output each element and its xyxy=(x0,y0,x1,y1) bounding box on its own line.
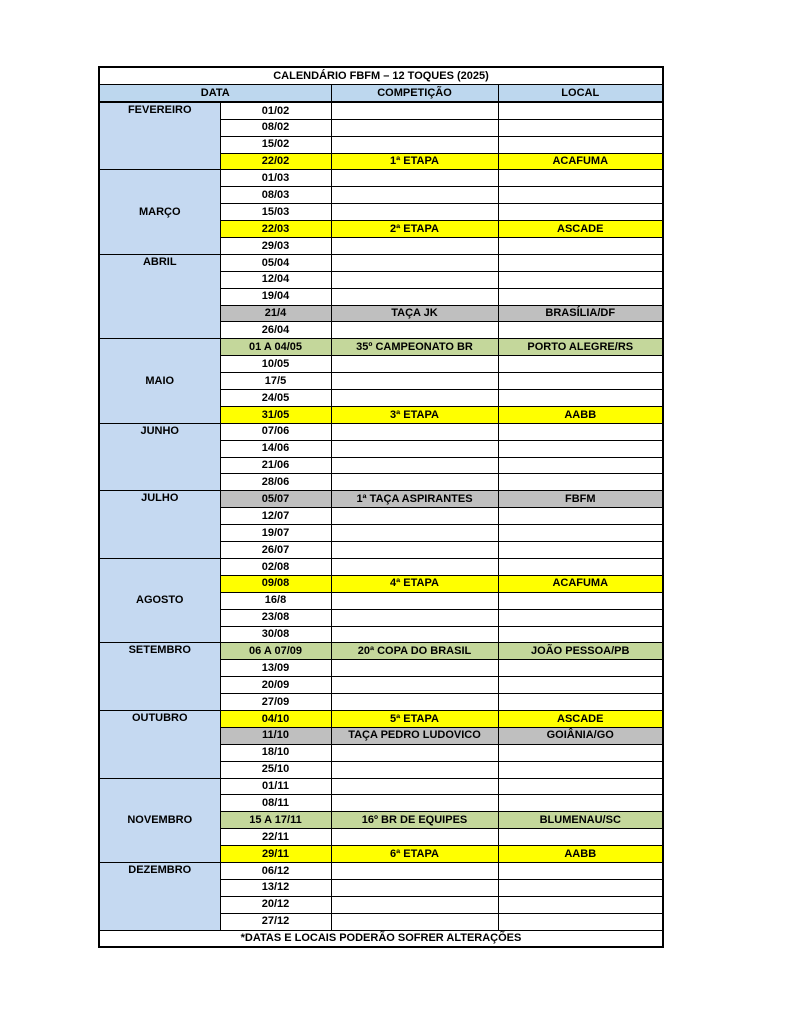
date-cell: 22/03 xyxy=(220,221,331,238)
date-cell: 17/5 xyxy=(220,373,331,390)
local-cell xyxy=(498,829,663,846)
date-cell: 27/09 xyxy=(220,694,331,711)
calendar-row xyxy=(99,710,663,727)
competition-cell xyxy=(331,204,498,221)
date-cell: 29/03 xyxy=(220,238,331,255)
local-cell xyxy=(498,136,663,153)
date-cell: 04/10 xyxy=(220,710,331,727)
date-cell: 15/03 xyxy=(220,204,331,221)
local-cell xyxy=(498,238,663,255)
local-cell xyxy=(498,457,663,474)
date-cell: 08/03 xyxy=(220,187,331,204)
date-cell: 01/03 xyxy=(220,170,331,187)
date-cell: 14/06 xyxy=(220,440,331,457)
competition-cell xyxy=(331,525,498,542)
calendar-row xyxy=(99,491,663,508)
calendar-row xyxy=(99,643,663,660)
competition-cell xyxy=(331,778,498,795)
competition-cell xyxy=(331,254,498,271)
competition-cell xyxy=(331,558,498,575)
competition-cell: TAÇA PEDRO LUDOVICO xyxy=(331,727,498,744)
competition-cell xyxy=(331,474,498,491)
column-header-competition: COMPETIÇÃO xyxy=(331,84,498,102)
local-cell xyxy=(498,508,663,525)
date-cell: 29/11 xyxy=(220,846,331,863)
page-title: CALENDÁRIO FBFM – 12 TOQUES (2025) xyxy=(99,67,663,84)
local-cell: FBFM xyxy=(498,491,663,508)
competition-cell xyxy=(331,896,498,913)
local-cell xyxy=(498,170,663,187)
local-cell xyxy=(498,390,663,407)
date-cell: 15/02 xyxy=(220,136,331,153)
local-cell: BRASÍLIA/DF xyxy=(498,305,663,322)
date-cell: 07/06 xyxy=(220,423,331,440)
month-cell-marco: MARÇO xyxy=(99,170,220,254)
date-cell: 01/11 xyxy=(220,778,331,795)
month-cell-setembro: SETEMBRO xyxy=(99,643,220,711)
date-cell: 08/02 xyxy=(220,119,331,136)
local-cell xyxy=(498,778,663,795)
competition-cell xyxy=(331,271,498,288)
month-cell-dezembro: DEZEMBRO xyxy=(99,862,220,930)
date-cell: 18/10 xyxy=(220,744,331,761)
local-cell: ACAFUMA xyxy=(498,153,663,170)
footer-note: *DATAS E LOCAIS PODERÃO SOFRER ALTERAÇÕES xyxy=(99,930,663,947)
calendar-row xyxy=(99,423,663,440)
competition-cell: 1ª ETAPA xyxy=(331,153,498,170)
date-cell: 08/11 xyxy=(220,795,331,812)
competition-cell xyxy=(331,626,498,643)
competition-cell xyxy=(331,879,498,896)
competition-cell xyxy=(331,542,498,559)
competition-cell xyxy=(331,170,498,187)
footer-row xyxy=(99,930,663,947)
date-cell: 28/06 xyxy=(220,474,331,491)
local-cell xyxy=(498,440,663,457)
calendar-row xyxy=(99,170,663,187)
competition-cell xyxy=(331,457,498,474)
competition-cell xyxy=(331,913,498,930)
date-cell: 16/8 xyxy=(220,592,331,609)
competition-cell: 16º BR DE EQUIPES xyxy=(331,812,498,829)
local-cell: GOIÂNIA/GO xyxy=(498,727,663,744)
date-cell: 20/12 xyxy=(220,896,331,913)
date-cell: 13/12 xyxy=(220,879,331,896)
competition-cell: 6ª ETAPA xyxy=(331,846,498,863)
date-cell: 01/02 xyxy=(220,102,331,119)
date-cell: 12/07 xyxy=(220,508,331,525)
competition-cell xyxy=(331,356,498,373)
date-cell: 11/10 xyxy=(220,727,331,744)
local-cell xyxy=(498,660,663,677)
local-cell: BLUMENAU/SC xyxy=(498,812,663,829)
competition-cell: TAÇA JK xyxy=(331,305,498,322)
competition-cell xyxy=(331,862,498,879)
date-cell: 01 A 04/05 xyxy=(220,339,331,356)
date-cell: 23/08 xyxy=(220,609,331,626)
date-cell: 22/11 xyxy=(220,829,331,846)
date-cell: 13/09 xyxy=(220,660,331,677)
local-cell xyxy=(498,474,663,491)
competition-cell xyxy=(331,373,498,390)
date-cell: 20/09 xyxy=(220,677,331,694)
competition-cell: 5ª ETAPA xyxy=(331,710,498,727)
month-cell-julho: JULHO xyxy=(99,491,220,559)
month-cell-junho: JUNHO xyxy=(99,423,220,491)
competition-cell xyxy=(331,829,498,846)
date-cell: 06/12 xyxy=(220,862,331,879)
calendar-row xyxy=(99,778,663,795)
competition-cell xyxy=(331,322,498,339)
local-cell xyxy=(498,592,663,609)
local-cell xyxy=(498,862,663,879)
competition-cell xyxy=(331,238,498,255)
calendar-row xyxy=(99,102,663,119)
local-cell: JOÃO PESSOA/PB xyxy=(498,643,663,660)
local-cell: ASCADE xyxy=(498,710,663,727)
date-cell: 31/05 xyxy=(220,406,331,423)
column-header-data: DATA xyxy=(99,84,331,102)
local-cell xyxy=(498,288,663,305)
competition-cell xyxy=(331,761,498,778)
title-row xyxy=(99,67,663,84)
local-cell xyxy=(498,102,663,119)
date-cell: 06 A 07/09 xyxy=(220,643,331,660)
local-cell xyxy=(498,795,663,812)
local-cell xyxy=(498,254,663,271)
local-cell xyxy=(498,525,663,542)
competition-cell xyxy=(331,288,498,305)
local-cell xyxy=(498,423,663,440)
competition-cell xyxy=(331,592,498,609)
local-cell xyxy=(498,271,663,288)
date-cell: 05/07 xyxy=(220,491,331,508)
local-cell: AABB xyxy=(498,846,663,863)
date-cell: 19/07 xyxy=(220,525,331,542)
column-header-local: LOCAL xyxy=(498,84,663,102)
month-cell-fevereiro: FEVEREIRO xyxy=(99,102,220,170)
date-cell: 30/08 xyxy=(220,626,331,643)
competition-cell: 1ª TAÇA ASPIRANTES xyxy=(331,491,498,508)
competition-cell: 4ª ETAPA xyxy=(331,575,498,592)
date-cell: 21/06 xyxy=(220,457,331,474)
calendar-row xyxy=(99,558,663,575)
competition-cell xyxy=(331,102,498,119)
competition-cell: 20ª COPA DO BRASIL xyxy=(331,643,498,660)
competition-cell xyxy=(331,744,498,761)
local-cell xyxy=(498,119,663,136)
local-cell xyxy=(498,204,663,221)
competition-cell xyxy=(331,187,498,204)
month-cell-agosto: AGOSTO xyxy=(99,558,220,642)
date-cell: 24/05 xyxy=(220,390,331,407)
local-cell xyxy=(498,744,663,761)
local-cell: PORTO ALEGRE/RS xyxy=(498,339,663,356)
month-cell-maio: MAIO xyxy=(99,339,220,423)
local-cell xyxy=(498,356,663,373)
calendar-body xyxy=(99,67,663,947)
local-cell xyxy=(498,896,663,913)
competition-cell xyxy=(331,440,498,457)
month-cell-novembro: NOVEMBRO xyxy=(99,778,220,862)
calendar-row xyxy=(99,339,663,356)
local-cell xyxy=(498,373,663,390)
local-cell xyxy=(498,542,663,559)
local-cell xyxy=(498,609,663,626)
competition-cell xyxy=(331,508,498,525)
date-cell: 12/04 xyxy=(220,271,331,288)
local-cell xyxy=(498,626,663,643)
calendar-row xyxy=(99,254,663,271)
date-cell: 25/10 xyxy=(220,761,331,778)
local-cell: ASCADE xyxy=(498,221,663,238)
local-cell xyxy=(498,694,663,711)
date-cell: 10/05 xyxy=(220,356,331,373)
calendar-row xyxy=(99,862,663,879)
header-row xyxy=(99,84,663,102)
competition-cell: 35º CAMPEONATO BR xyxy=(331,339,498,356)
competition-cell xyxy=(331,694,498,711)
date-cell: 05/04 xyxy=(220,254,331,271)
date-cell: 02/08 xyxy=(220,558,331,575)
local-cell xyxy=(498,913,663,930)
local-cell: AABB xyxy=(498,406,663,423)
local-cell xyxy=(498,187,663,204)
calendar-table xyxy=(98,66,664,948)
date-cell: 26/04 xyxy=(220,322,331,339)
competition-cell xyxy=(331,660,498,677)
local-cell xyxy=(498,761,663,778)
date-cell: 22/02 xyxy=(220,153,331,170)
date-cell: 09/08 xyxy=(220,575,331,592)
competition-cell: 2ª ETAPA xyxy=(331,221,498,238)
local-cell xyxy=(498,677,663,694)
local-cell xyxy=(498,322,663,339)
competition-cell xyxy=(331,136,498,153)
date-cell: 15 A 17/11 xyxy=(220,812,331,829)
date-cell: 21/4 xyxy=(220,305,331,322)
competition-cell xyxy=(331,423,498,440)
month-cell-outubro: OUTUBRO xyxy=(99,710,220,778)
competition-cell xyxy=(331,119,498,136)
local-cell xyxy=(498,879,663,896)
date-cell: 19/04 xyxy=(220,288,331,305)
date-cell: 26/07 xyxy=(220,542,331,559)
competition-cell xyxy=(331,609,498,626)
local-cell: ACAFUMA xyxy=(498,575,663,592)
competition-cell xyxy=(331,677,498,694)
month-cell-abril: ABRIL xyxy=(99,254,220,338)
competition-cell: 3ª ETAPA xyxy=(331,406,498,423)
date-cell: 27/12 xyxy=(220,913,331,930)
local-cell xyxy=(498,558,663,575)
competition-cell xyxy=(331,390,498,407)
competition-cell xyxy=(331,795,498,812)
